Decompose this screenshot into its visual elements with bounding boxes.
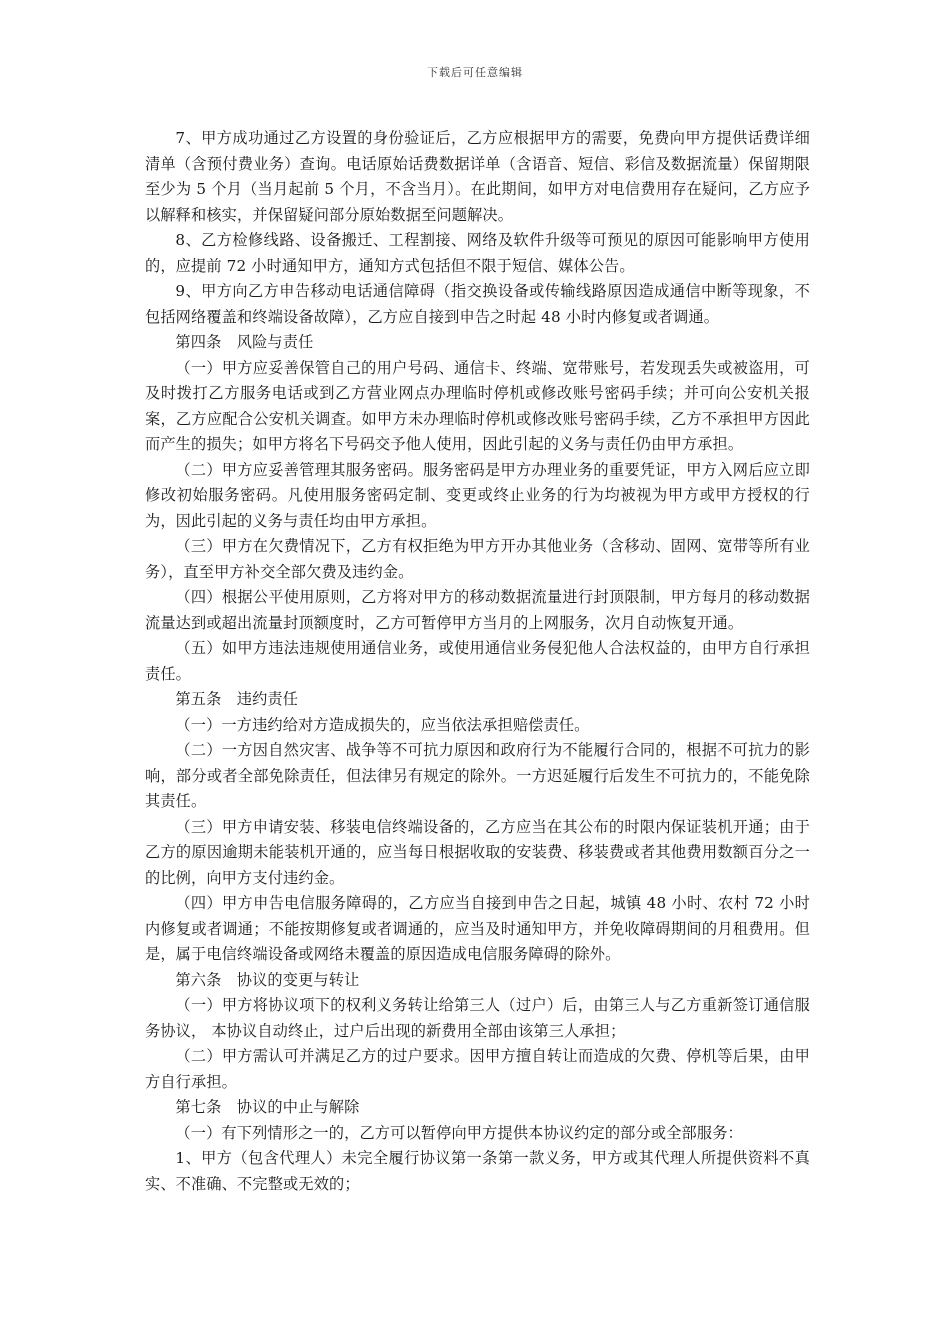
page-header-note: 下载后可任意编辑 xyxy=(427,66,523,79)
paragraph: 9、甲方向乙方申告移动电话通信障碍（指交换设备或传输线路原因造成通信中断等现象，不包括网络覆盖和终端设备故障），乙方应自接到申告之时起 48 小时内修复或者调通。 xyxy=(145,282,810,326)
paragraph: （一）甲方应妥善保管自己的用户号码、通信卡、终端、宽带账号，若发现丢失或被盗用，可及时拨打乙方服务电话或到乙方营业网点办理临时停机或修改账号密码手续；并可向公安机关报案，乙方应配合公安机关调查。如甲方未办理临时停机或修改账号密码手续，乙方不承担甲方因此而产生的损失；如甲方将名下号码交予他人使用，因此引起的义务与责任仍由甲方承担。 xyxy=(145,358,810,453)
section-heading: 第五条 违约责任 xyxy=(175,690,299,708)
section-heading: 第七条 协议的中止与解除 xyxy=(175,1098,360,1116)
paragraph: （二）一方因自然灾害、战争等不可抗力原因和政府行为不能履行合同的，根据不可抗力的影响，部分或者全部免除责任，但法律另有规定的除外。一方迟延履行后发生不可抗力的，不能免除其责任。 xyxy=(145,741,810,810)
paragraph: （四）根据公平使用原则，乙方将对甲方的移动数据流量进行封顶限制，甲方每月的移动数据流量达到或超出流量封顶额度时，乙方可暂停甲方当月的上网服务，次月自动恢复开通。 xyxy=(145,588,810,632)
paragraph: （一）有下列情形之一的，乙方可以暂停向甲方提供本协议约定的部分或全部服务： xyxy=(175,1123,743,1142)
paragraph: （五）如甲方违法违规使用通信业务，或使用通信业务侵犯他人合法权益的，由甲方自行承担责任。 xyxy=(145,639,810,683)
paragraph: （一）一方违约给对方造成损失的，应当依法承担赔偿责任。 xyxy=(175,715,590,734)
paragraph: （二）甲方需认可并满足乙方的过户要求。因甲方擅自转让而造成的欠费、停机等后果，由甲方自行承担。 xyxy=(145,1047,810,1091)
paragraph: 7、甲方成功通过乙方设置的身份验证后，乙方应根据甲方的需要，免费向甲方提供话费详细清单（含预付费业务）查询。电话原始话费数据详单（含语音、短信、彩信及数据流量）保留期限至少为 5 个月（当月起前 5 个月，不含当月）。在此期间，如甲方对电信费用存在疑问，乙方应予以解释和核实，并保留疑问部分原始数据至问题解决。 xyxy=(145,129,810,224)
paragraph: （一）甲方将协议项下的权利义务转让给第三人（过户）后，由第三人与乙方重新签订通信服务协议， 本协议自动终止，过户后出现的新费用全部由该第三人承担； xyxy=(145,996,810,1040)
paragraph: （二）甲方应妥善管理其服务密码。服务密码是甲方办理业务的重要凭证，甲方入网后应立即修改初始服务密码。凡使用服务密码定制、变更或终止业务的行为均被视为甲方或甲方授权的行为，因此引起的义务与责任均由甲方承担。 xyxy=(145,460,810,530)
document-body xyxy=(145,126,810,1197)
paragraph: （三）甲方申请安装、移装电信终端设备的，乙方应当在其公布的时限内保证装机开通；由于乙方的原因逾期未能装机开通的，应当每日根据收取的安装费、移装费或者其他费用数额百分之一的比例，向甲方支付违约金。 xyxy=(145,817,810,887)
section-heading: 第四条 风险与责任 xyxy=(175,333,314,351)
paragraph: （三）甲方在欠费情况下，乙方有权拒绝为甲方开办其他业务（含移动、固网、宽带等所有业务），直至甲方补交全部欠费及违约金。 xyxy=(145,537,810,581)
section-heading: 第六条 协议的变更与转让 xyxy=(175,970,360,989)
paragraph: 8、乙方检修线路、设备搬迁、工程割接、网络及软件升级等可预见的原因可能影响甲方使用的，应提前 72 小时通知甲方，通知方式包括但不限于短信、媒体公告。 xyxy=(145,231,810,275)
paragraph: 1、甲方（包含代理人）未完全履行协议第一条第一款义务，甲方或其代理人所提供资料不真实、不准确、不完整或无效的； xyxy=(145,1149,810,1193)
paragraph: （四）甲方申告电信服务障碍的，乙方应当自接到申告之日起，城镇 48 小时、农村 72 小时内修复或者调通；不能按期修复或者调通的，应当及时通知甲方，并免收障碍期间的月租费用。但是，属于电信终端设备或网络未覆盖的原因造成电信服务障碍的除外。 xyxy=(145,894,810,963)
